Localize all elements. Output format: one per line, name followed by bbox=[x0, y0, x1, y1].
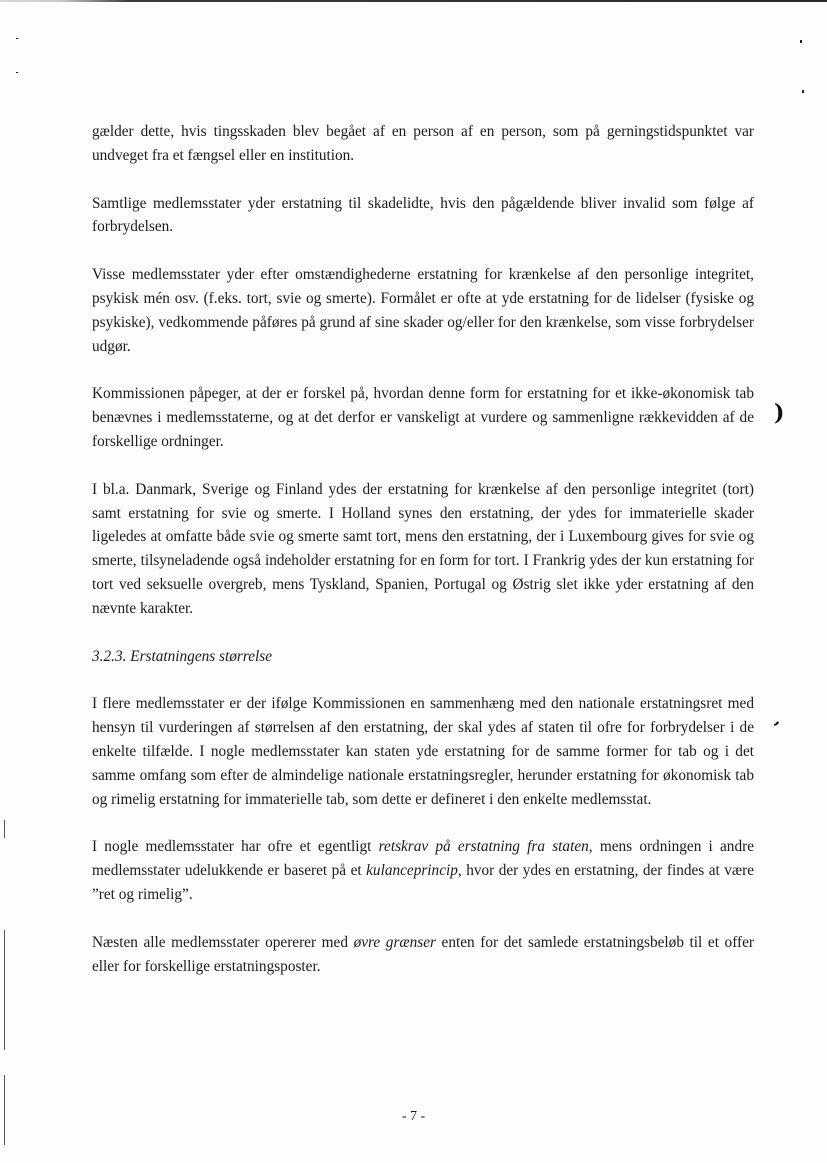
scan-left-edge bbox=[4, 930, 5, 1050]
emphasis-ovre-graenser: øvre grænser bbox=[353, 933, 436, 951]
scan-speck bbox=[16, 72, 18, 73]
paragraph: Samtlige medlemsstater yder erstatning til skadelidte, hvis den pågældende bliver invalid som følge af forbrydelsen. bbox=[92, 194, 754, 236]
emphasis-kulanceprincip: kulanceprincip bbox=[366, 862, 458, 880]
page-number: - 7 - bbox=[401, 1109, 426, 1124]
document-body bbox=[92, 120, 754, 1002]
emphasis-retskrav: retskrav på erstatning fra staten bbox=[378, 838, 589, 856]
paragraph: I bl.a. Danmark, Sverige og Finland ydes der erstatning for krænkelse af den personlige integritet (tort) samt erstatning for svie og smerte. I Holland synes den erstatning, der ydes for immaterielle skader ligeledes at omfatte både svie og smerte samt tort, mens den erstatning, der i Luxembourg gives for svie og smerte, tilsyneladende også indeholder erstatning for en form for tort. I Frankrig ydes der kun erstatning for tort ved seksuelle overgreb, mens Tyskland, Spanien, Portugal og Østrig slet ikke yder erstatning af den nævnte karakter. bbox=[92, 480, 754, 617]
paragraph: Visse medlemsstater yder efter omstændighederne erstatning for krænkelse af den personlige integritet, psykisk mén osv. (f.eks. tort, svie og smerte). Formålet er ofte at yde erstatning for de lidelser (fysiske og psykiske), vedkommende påføres på grund af sine skader og/eller for den krænkelse, som visse forbrydelser udgør. bbox=[92, 266, 754, 355]
scan-speck bbox=[802, 90, 804, 93]
scan-top-edge bbox=[0, 0, 827, 2]
scan-left-edge bbox=[4, 820, 5, 838]
paragraph bbox=[92, 835, 754, 906]
text-run: , hvor der ydes en erstatning, der findes at være ”ret og rimelig”. bbox=[92, 862, 754, 903]
scan-bracket-mark: ) bbox=[774, 400, 785, 426]
scan-speck bbox=[16, 38, 18, 39]
text-run: I nogle medlemsstater har ofre et egentligt bbox=[92, 838, 379, 856]
paragraph: Kommissionen påpeger, at der er forskel på, hvordan denne form for erstatning for et ikke-økonomisk tab benævnes i medlemsstaterne, og at det derfor er vanskeligt at vurdere og sammenligne rækkevidden af de forskellige ordninger. bbox=[92, 385, 754, 450]
paragraph: gælder dette, hvis tingsskaden blev begået af en person af en person, som på gerningstidspunktet var undveget fra et fængsel eller en institution. bbox=[92, 123, 754, 164]
scan-speck bbox=[800, 40, 802, 43]
text-run: enten for det samlede erstatningsbeløb til et offer eller for forskellige erstatningsposter. bbox=[92, 933, 754, 975]
section-heading: 3.2.3. Erstatningens størrelse bbox=[92, 647, 273, 665]
text-run: Næsten alle medlemsstater opererer med bbox=[92, 933, 354, 951]
text-run: , mens ordningen i andre medlemsstater udelukkende er baseret på et bbox=[92, 838, 754, 880]
paragraph: I flere medlemsstater er der ifølge Kommissionen en sammenhæng med den nationale erstatningsret med hensyn til vurderingen af størrelsen af den erstatning, der skal ydes af staten til ofre for forbrydelser i de enkelte tilfælde. I nogle medlemsstater kan staten yde erstatning for de samme former for tab og i det samme omfang som efter de almindelige nationale erstatningsregler, herunder erstatning for økonomisk tab og rimelig erstatning for immaterielle tab, som dette er defineret i den enkelte medlemsstat. bbox=[92, 695, 754, 808]
paragraph bbox=[92, 931, 754, 979]
scan-hook-mark: ’ bbox=[767, 717, 782, 740]
